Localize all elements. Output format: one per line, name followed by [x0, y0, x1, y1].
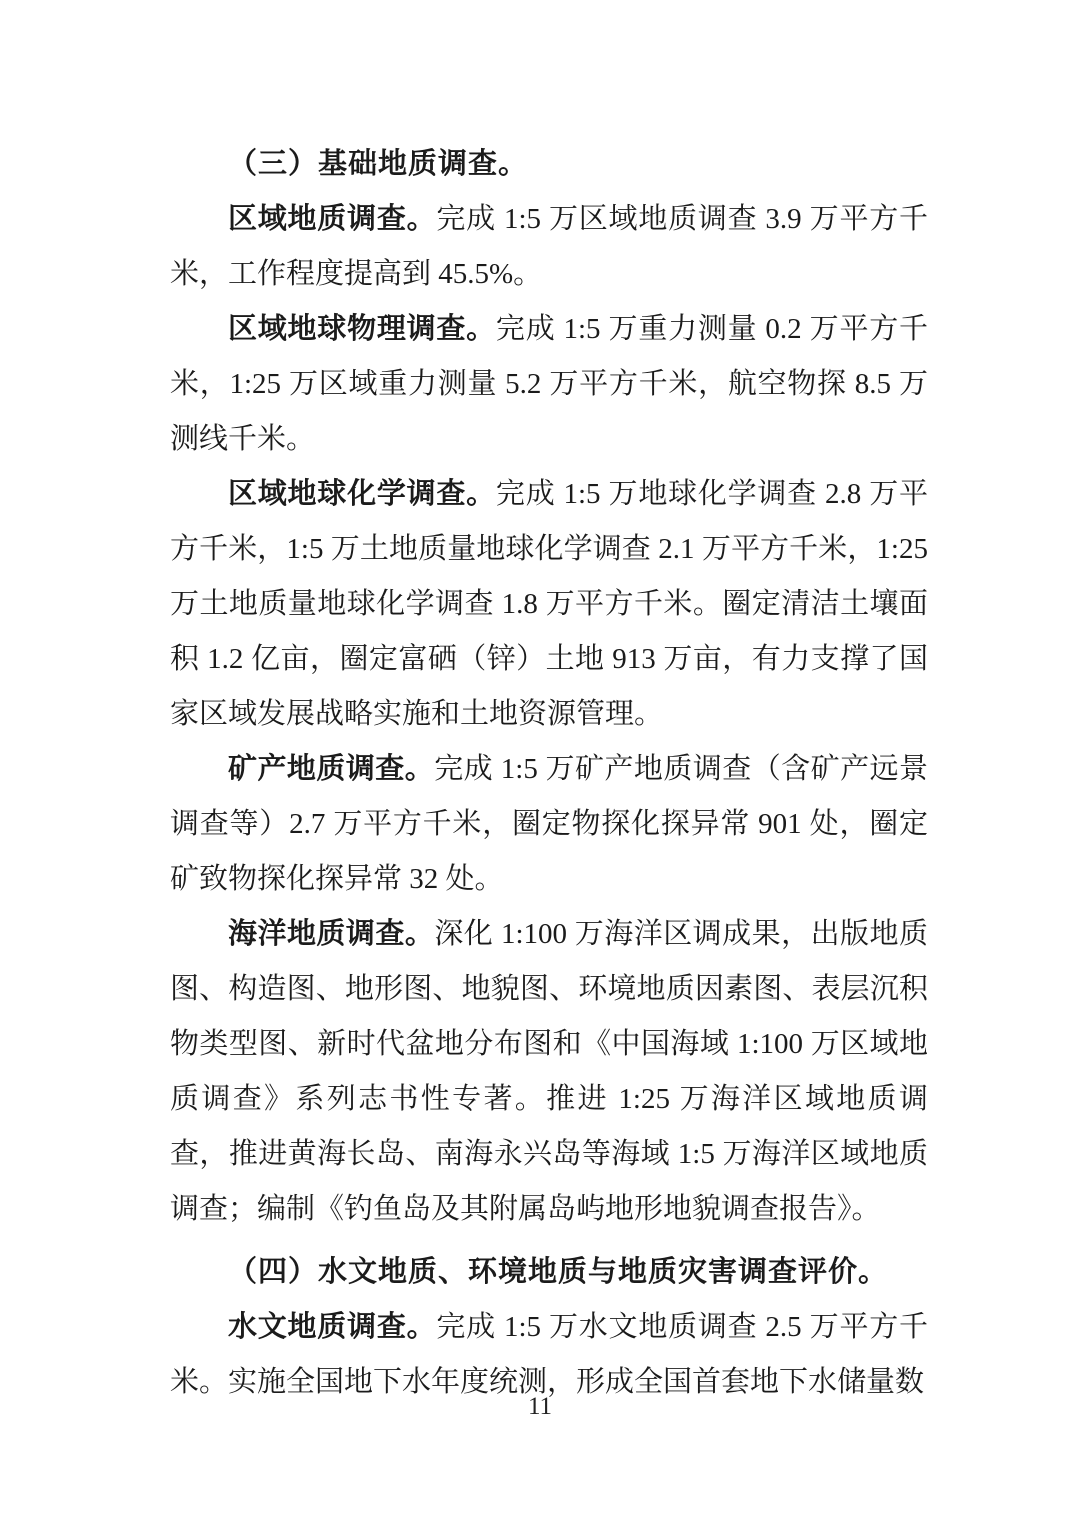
paragraph-body-hydrogeological: 完成 1:5 万水文地质调查 2.5 万平方千米。实施全国地下水年度统测，形成全国首套地下水储量数	[170, 1311, 928, 1398]
section-heading-basic-geology: （三）基础地质调查。	[228, 148, 529, 180]
para-mineral-geological-survey	[170, 742, 928, 907]
para-regional-geophysical-survey	[170, 302, 928, 467]
paragraph-body-regional-geophysical: 完成 1:5 万重力测量 0.2 万平方千米，1:25 万区域重力测量 5.2 万平方千米，航空物探 8.5 万测线千米。	[170, 313, 928, 455]
paragraph-body-regional-geological: 完成 1:5 万区域地质调查 3.9 万平方千米，工作程度提高到 45.5%。	[170, 203, 928, 290]
para-regional-geochemical-survey	[170, 467, 928, 742]
paragraph-body-marine-geological: 深化 1:100 万海洋区调成果，出版地质图、构造图、地形图、地貌图、环境地质因素图、表层沉积物类型图、新时代盆地分布图和《中国海域 1:100 万区域地质调查》系列志书性专著。推进 1:25 万海洋区域地质调查，推进黄海长岛、南海永兴岛等海域 1:5 万海洋区域地质调查；编制《钓鱼岛及其附属岛屿地形地貌调查报告》。	[170, 918, 928, 1225]
paragraph-lead-regional-geochemical: 区域地球化学调查。	[228, 478, 496, 510]
paragraph-lead-regional-geophysical: 区域地球物理调查。	[228, 313, 496, 345]
paragraph-body-mineral-geological: 完成 1:5 万矿产地质调查（含矿产远景调查等）2.7 万平方千米，圈定物探化探异常 901 处，圈定矿致物探化探异常 32 处。	[170, 753, 928, 895]
paragraph-lead-hydrogeological: 水文地质调查。	[228, 1311, 437, 1343]
paragraph-lead-mineral-geological: 矿产地质调查。	[228, 753, 435, 785]
page-number: 11	[527, 1393, 553, 1420]
page-content	[170, 137, 928, 1410]
paragraph-lead-marine-geological: 海洋地质调查。	[228, 918, 435, 950]
section-heading-hydro-env-hazard: （四）水文地质、环境地质与地质灾害调查评价。	[228, 1256, 889, 1288]
paragraph-lead-regional-geological: 区域地质调查。	[228, 203, 437, 235]
para-regional-geological-survey	[170, 192, 928, 302]
paragraph-body-regional-geochemical: 完成 1:5 万地球化学调查 2.8 万平方千米，1:5 万土地质量地球化学调查 2.1 万平方千米，1:25 万土地质量地球化学调查 1.8 万平方千米。圈定清洁土壤面积 1.2 亿亩，圈定富硒（锌）土地 913 万亩，有力支撑了国家区域发展战略实施和土地资源管理。	[170, 478, 928, 730]
para-marine-geological-survey	[170, 907, 928, 1237]
